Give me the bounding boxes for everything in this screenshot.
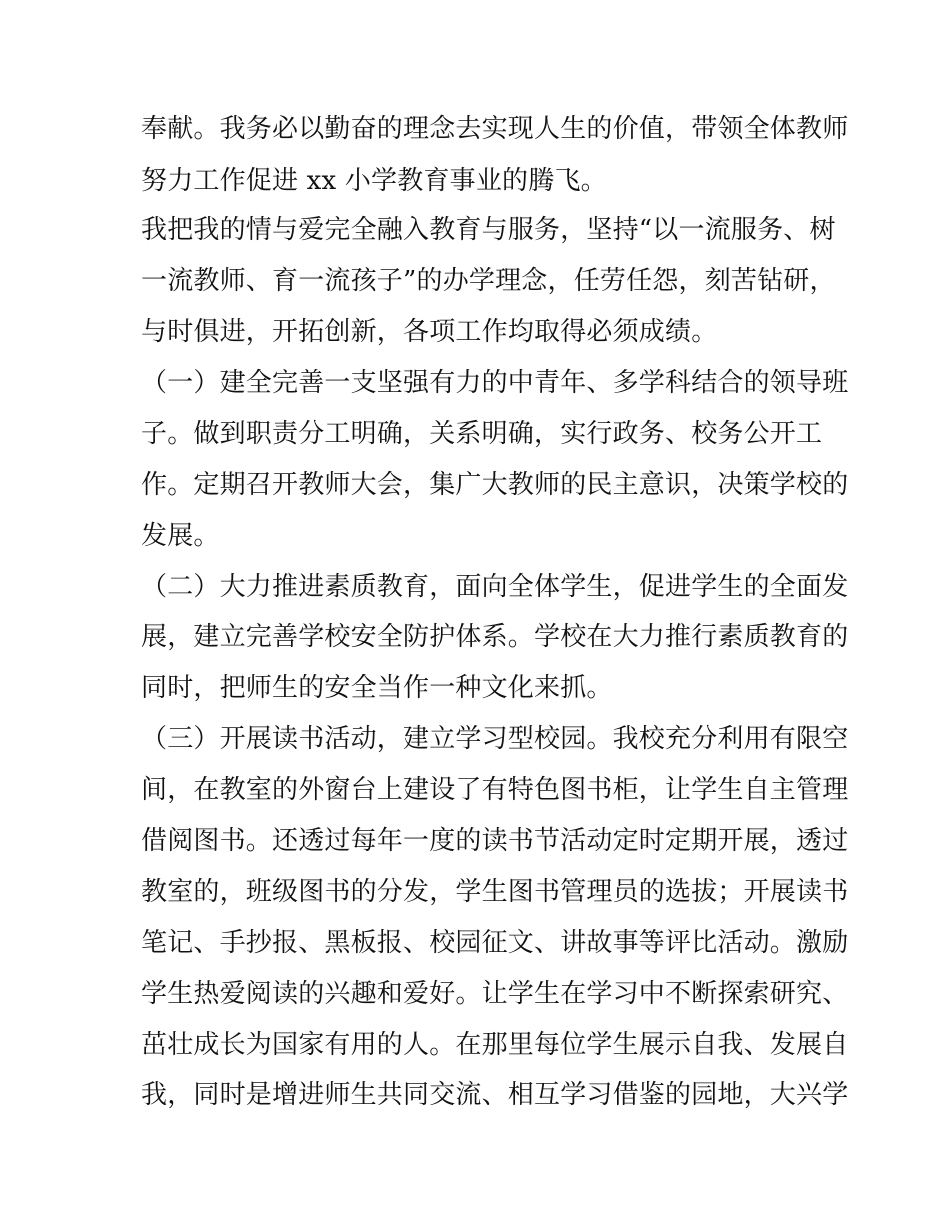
text-line: 同时，把师生的安全当作一种文化来抓。 [141,673,613,703]
text-line: 间，在教室的外窗台上建设了有特色图书柜，让学生自主管理 [141,775,849,805]
text-line: （二）大力推进素质教育，面向全体学生，促进学生的全面发 [141,572,849,602]
text-line: 学生热爱阅读的兴趣和爱好。让学生在学习中不断探索研究、 [141,979,849,1009]
text-line: 展，建立完善学校安全防护体系。学校在大力推行素质教育的 [141,622,849,652]
text-line: （一）建全完善一支坚强有力的中青年、多学科结合的领导班 [141,368,849,398]
text-line: 发展。 [141,521,220,551]
text-line: 教室的，班级图书的分发，学生图书管理员的选拔；开展读书 [141,877,849,907]
text-line: 我，同时是增进师生共同交流、相互学习借鉴的园地，大兴学 [141,1080,849,1110]
text-line: 我把我的情与爱完全融入教育与服务，坚持“以一流服务、树 [141,215,836,245]
text-line: 奉献。我务必以勤奋的理念去实现人生的价值，带领全体教师 [141,114,849,144]
text-line: 借阅图书。还透过每年一度的读书节活动定时定期开展，透过 [141,826,849,856]
text-line: 茁壮成长为国家有用的人。在那里每位学生展示自我、发展自 [141,1030,849,1060]
text-line: 努力工作促进 xx 小学教育事业的腾飞。 [141,166,607,196]
text-line: 一流教师、育一流孩子”的办学理念，任劳任怨，刻苦钻研， [141,266,836,296]
text-line: 作。定期召开教师大会，集广大教师的民主意识，决策学校的 [141,470,849,500]
text-line: 笔记、手抄报、黑板报、校园征文、讲故事等评比活动。激励 [141,928,849,958]
text-line: （三）开展读书活动，建立学习型校园。我校充分利用有限空 [141,724,849,754]
text-line: 与时俱进，开拓创新，各项工作均取得必须成绩。 [141,317,718,347]
text-line: 子。做到职责分工明确，关系明确，实行政务、校务公开工 [141,419,823,449]
